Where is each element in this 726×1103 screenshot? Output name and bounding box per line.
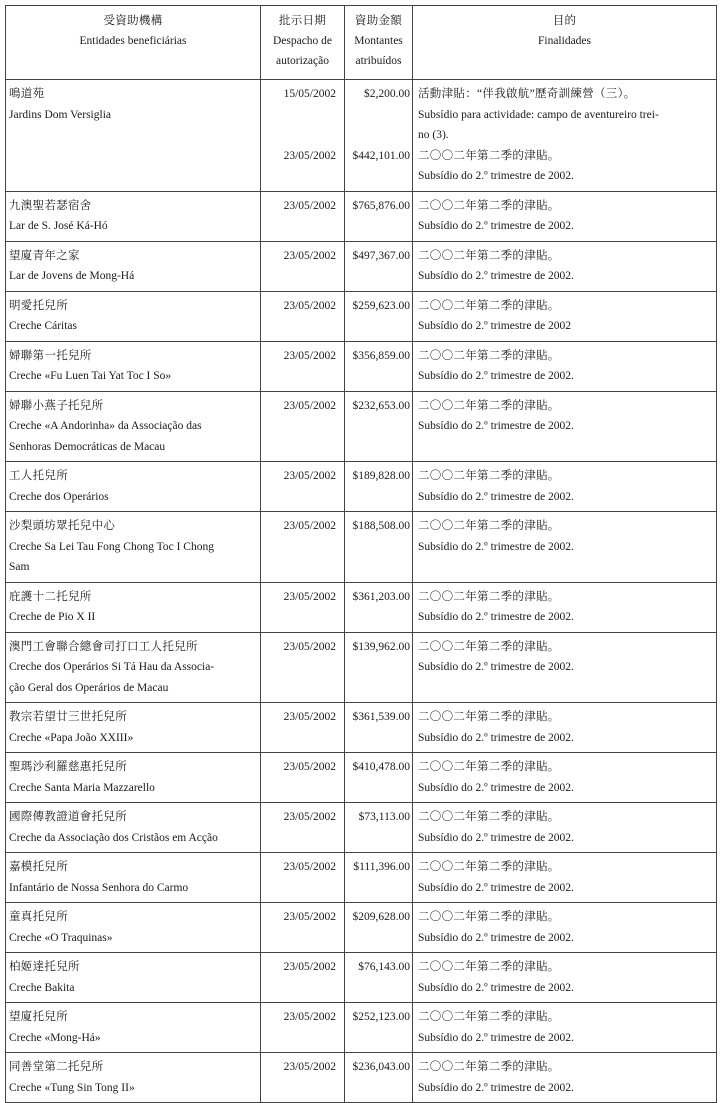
header-date: 批示日期 Despacho de autorização [261, 6, 345, 80]
date-cell: 23/05/2002 [261, 903, 345, 953]
amount-cell: $361,539.00 [345, 703, 413, 753]
table-row [6, 703, 717, 753]
table-body [6, 80, 717, 1103]
purpose-cell: 二〇〇二年第二季的津貼。 Subsídio do 2.º trimestre de 2002. [413, 191, 717, 241]
entity-cell: 嘉模托兒所 Infantário de Nossa Senhora do Carmo [6, 853, 261, 903]
date-cell: 23/05/2002 [261, 341, 345, 391]
purpose-cell: 二〇〇二年第二季的津貼。 Subsídio do 2.º trimestre de 2002. [413, 803, 717, 853]
entity-cell: 柏姬達托兒所 Creche Bakita [6, 953, 261, 1003]
entity-cell: 工人托兒所 Creche dos Operários [6, 462, 261, 512]
purpose-cell: 二〇〇二年第二季的津貼。 Subsídio do 2.º trimestre de 2002 [413, 291, 717, 341]
date-cell: 23/05/2002 [261, 462, 345, 512]
table-row [6, 291, 717, 341]
table-row [6, 341, 717, 391]
purpose-cell: 二〇〇二年第二季的津貼。 Subsídio do 2.º trimestre de 2002. [413, 632, 717, 703]
header-amount: 資助金額 Montantes atribuídos [345, 6, 413, 80]
date-cell: 23/05/2002 [261, 853, 345, 903]
date-cell: 23/05/2002 [261, 582, 345, 632]
entity-cell: 澳門工會聯合總會司打口工人托兒所 Creche dos Operários Si Tá Hau da Associa- ção Geral dos Operários de Macau [6, 632, 261, 703]
table-row [6, 903, 717, 953]
entity-cell: 同善堂第二托兒所 Creche «Tung Sin Tong II» [6, 1053, 261, 1103]
entity-cell: 聖瑪沙利羅慈惠托兒所 Creche Santa Maria Mazzarello [6, 753, 261, 803]
amount-cell: $252,123.00 [345, 1003, 413, 1053]
purpose-cell: 二〇〇二年第二季的津貼。 Subsídio do 2.º trimestre de 2002. [413, 703, 717, 753]
amount-cell: $2,200.00 $442,101.00 [345, 80, 413, 192]
amount-cell: $236,043.00 [345, 1053, 413, 1103]
table-header-row [6, 6, 717, 80]
table-row [6, 803, 717, 853]
header-purpose: 目的 Finalidades [413, 6, 717, 80]
table-row [6, 853, 717, 903]
date-cell: 15/05/2002 23/05/2002 [261, 80, 345, 192]
table-row [6, 462, 717, 512]
date-cell: 23/05/2002 [261, 953, 345, 1003]
purpose-cell: 二〇〇二年第二季的津貼。 Subsídio do 2.º trimestre de 2002. [413, 582, 717, 632]
date-cell: 23/05/2002 [261, 753, 345, 803]
table-row [6, 80, 717, 192]
subsidy-table-page [5, 5, 716, 1103]
table-row [6, 512, 717, 583]
amount-cell: $356,859.00 [345, 341, 413, 391]
entity-cell: 國際傳教證道會托兒所 Creche da Associação dos Cristãos em Acção [6, 803, 261, 853]
date-cell: 23/05/2002 [261, 1053, 345, 1103]
amount-cell: $410,478.00 [345, 753, 413, 803]
amount-cell: $73,113.00 [345, 803, 413, 853]
date-cell: 23/05/2002 [261, 803, 345, 853]
amount-cell: $232,653.00 [345, 391, 413, 462]
purpose-cell: 二〇〇二年第二季的津貼。 Subsídio do 2.º trimestre de 2002. [413, 1003, 717, 1053]
table-row [6, 582, 717, 632]
table-row [6, 241, 717, 291]
amount-cell: $76,143.00 [345, 953, 413, 1003]
purpose-cell: 二〇〇二年第二季的津貼。 Subsídio do 2.º trimestre de 2002. [413, 341, 717, 391]
table-row [6, 953, 717, 1003]
entity-cell: 望廈托兒所 Creche «Mong-Há» [6, 1003, 261, 1053]
table-row [6, 753, 717, 803]
purpose-cell: 二〇〇二年第二季的津貼。 Subsídio do 2.º trimestre de 2002. [413, 241, 717, 291]
entity-cell: 鳴道苑 Jardins Dom Versiglia [6, 80, 261, 192]
date-cell: 23/05/2002 [261, 512, 345, 583]
amount-cell: $765,876.00 [345, 191, 413, 241]
amount-cell: $209,628.00 [345, 903, 413, 953]
date-cell: 23/05/2002 [261, 1003, 345, 1053]
purpose-cell: 二〇〇二年第二季的津貼。 Subsídio do 2.º trimestre de 2002. [413, 753, 717, 803]
purpose-cell: 二〇〇二年第二季的津貼。 Subsídio do 2.º trimestre de 2002. [413, 903, 717, 953]
amount-cell: $111,396.00 [345, 853, 413, 903]
amount-cell: $361,203.00 [345, 582, 413, 632]
entity-cell: 童真托兒所 Creche «O Traquinas» [6, 903, 261, 953]
purpose-cell: 二〇〇二年第二季的津貼。 Subsídio do 2.º trimestre de 2002. [413, 512, 717, 583]
date-cell: 23/05/2002 [261, 703, 345, 753]
entity-cell: 沙梨頭坊眾托兒中心 Creche Sa Lei Tau Fong Chong Toc I Chong Sam [6, 512, 261, 583]
table-row [6, 191, 717, 241]
date-cell: 23/05/2002 [261, 191, 345, 241]
entity-cell: 明愛托兒所 Creche Cáritas [6, 291, 261, 341]
header-entity: 受資助機構 Entidades beneficiárias [6, 6, 261, 80]
purpose-cell: 二〇〇二年第二季的津貼。 Subsídio do 2.º trimestre de 2002. [413, 953, 717, 1003]
entity-cell: 婦聯第一托兒所 Creche «Fu Luen Tai Yat Toc I So» [6, 341, 261, 391]
subsidy-table [5, 5, 717, 1103]
amount-cell: $139,962.00 [345, 632, 413, 703]
purpose-cell: 二〇〇二年第二季的津貼。 Subsídio do 2.º trimestre de 2002. [413, 1053, 717, 1103]
table-row [6, 391, 717, 462]
purpose-cell: 二〇〇二年第二季的津貼。 Subsídio do 2.º trimestre de 2002. [413, 462, 717, 512]
date-cell: 23/05/2002 [261, 632, 345, 703]
amount-cell: $188,508.00 [345, 512, 413, 583]
table-row [6, 1053, 717, 1103]
date-cell: 23/05/2002 [261, 241, 345, 291]
purpose-cell: 活動津貼：“伴我啟航”歷奇訓練營（三）。 Subsídio para actividade: campo de aventureiro trei- no (3). 二〇〇二年第二季的津貼。 Subsídio do 2.º trimestre de 2002. [413, 80, 717, 192]
entity-cell: 望廈青年之家 Lar de Jovens de Mong-Há [6, 241, 261, 291]
date-cell: 23/05/2002 [261, 291, 345, 341]
purpose-cell: 二〇〇二年第二季的津貼。 Subsídio do 2.º trimestre de 2002. [413, 853, 717, 903]
amount-cell: $189,828.00 [345, 462, 413, 512]
entity-cell: 婦聯小燕子托兒所 Creche «A Andorinha» da Associação das Senhoras Democráticas de Macau [6, 391, 261, 462]
entity-cell: 庇護十二托兒所 Creche de Pio X II [6, 582, 261, 632]
table-row [6, 632, 717, 703]
purpose-cell: 二〇〇二年第二季的津貼。 Subsídio do 2.º trimestre de 2002. [413, 391, 717, 462]
date-cell: 23/05/2002 [261, 391, 345, 462]
entity-cell: 九澳聖若瑟宿舍 Lar de S. José Ká-Hó [6, 191, 261, 241]
entity-cell: 教宗若望廿三世托兒所 Creche «Papa João XXIII» [6, 703, 261, 753]
amount-cell: $259,623.00 [345, 291, 413, 341]
table-row [6, 1003, 717, 1053]
amount-cell: $497,367.00 [345, 241, 413, 291]
